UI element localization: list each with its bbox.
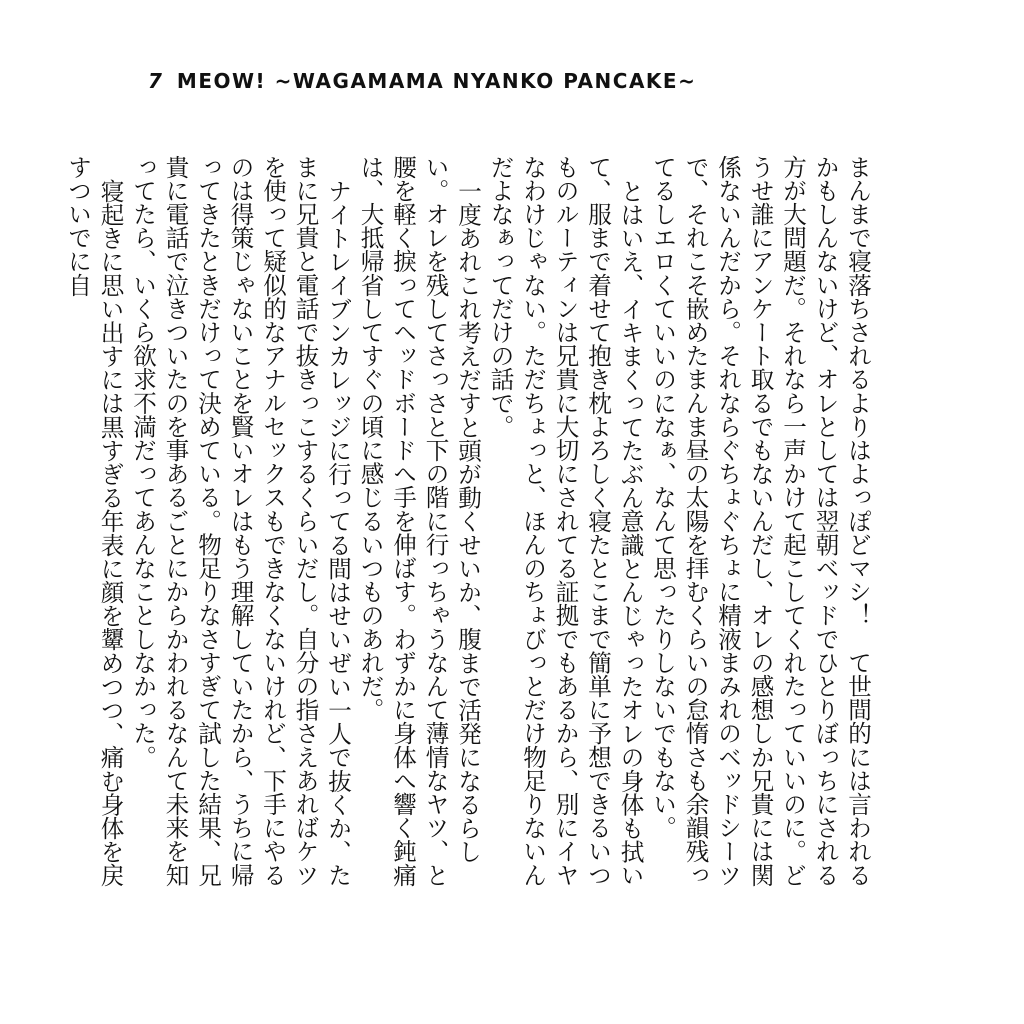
paragraph-3: 一度あれこれ考えだすと頭が動くせいか、腹まで活発になるらしい。オレを残してさっさと下の階に行っちゃうなんて薄情なヤツ、と腰を軽く捩ってヘッドボードへ手を伸ばす。わずかに身体へ響く鈍痛は、大抵帰省してすぐの頃に感じるいつものあれだ。 [356, 155, 482, 887]
page-number: 7 [148, 69, 163, 93]
paragraph-2: とはいえ、イキまくってたぶん意識とんじゃったオレの身体も拭いて、服まで着せて抱き枕よろしく寝たとこまで簡単に予想できるいつものルーティンは兄貴に大切にされてる証拠でもあるから、別にイヤなわけじゃない。ただちょっと、ほんのちょびっとだけ物足りないんだよなぁってだけの話で。 [486, 155, 645, 887]
book-title: MEOW! ~WAGAMAMA NYANKO PANCAKE~ [176, 69, 697, 93]
vertical-text-body [64, 155, 874, 895]
page-header [148, 66, 696, 96]
paragraph-4: ナイトレイブンカレッジに行ってる間はせいぜい一人で抜くか、たまに兄貴と電話で抜きっこするくらいだし。自分の指さえあればケツを使って疑似的なアナルセックスもできなくないけれど、下手にやるのは得策じゃないことを賢いオレはもう理解していたから、うちに帰ってきたときだけって決めている。物足りなさすぎて試した結果、兄貴に電話で泣きついたのを事あるごとにからかわれるなんて未来を知ってたら、いくら欲求不満だってあんなことしなかった。 [129, 155, 352, 887]
paragraph-5: 寝起きに思い出すには黒すぎる年表に顔を顰めつつ、痛む身体を戻すついでに自 [64, 155, 125, 887]
paragraph-1: まんまで寝落ちされるよりはよっぽどマシ！ て世間的には言われるかもしんないけど、オレとしては翌朝ベッドでひとりぼっちにされる方が大問題だ。それなら一声かけて起こしてくれたっていいのに。どうせ誰にアンケート取るでもないんだし、オレの感想しか兄貴には関係ないんだから。それならぐちょぐちょに精液まみれのベッドシーツで、それこそ嵌めたまんま昼の太陽を拝むくらいの怠惰さも余韻残ってるしエロくていいのになぁ、なんて思ったりしないでもない。 [649, 155, 872, 887]
